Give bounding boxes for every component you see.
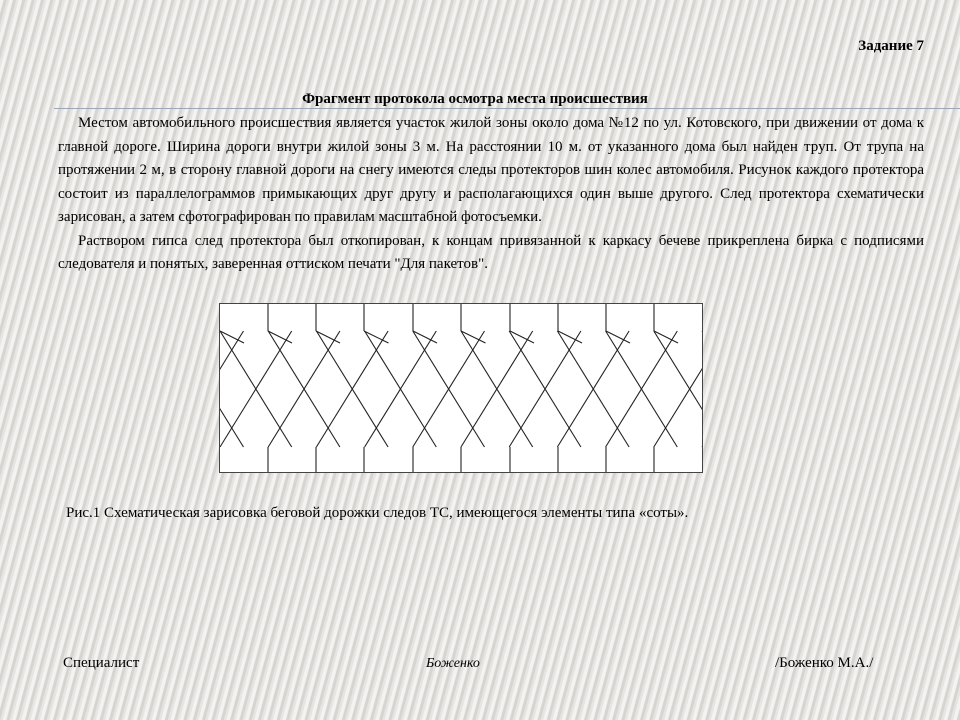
protocol-text bbox=[58, 112, 924, 277]
tread-lattice-line bbox=[654, 331, 702, 447]
tread-diagonal bbox=[510, 331, 534, 343]
paragraph-1: Местом автомобильного происшествия является участок жилой зоны около дома №12 по ул. Котовского, при движении от дома к главной дороге. Ширина дороги внутри жилой зоны 3 м. На расстоянии 10 м. от указанного дома был найден труп. От трупа на протяжении 2 м, в сторону главной дороги на снегу имеются следы протекторов шин колес автомобиля. Рисунок каждого протектора состоит из параллелограммов примыкающих друг другу и располагающихся один выше другого. След протектора схематически зарисован, а затем сфотографирован по правилам масштабной фотосъемки. bbox=[58, 115, 924, 225]
paragraph-2: Раствором гипса след протектора был откопирован, к концам привязанной к каркасу бечеве прикреплена бирка с подписями следователя и понятых, заверенная оттиском печати "Для пакетов". bbox=[58, 232, 924, 272]
figure-caption: Рис.1 Схематическая зарисовка беговой дорожки следов ТС, имеющегося элементы типа «соты». bbox=[66, 505, 689, 521]
title-underline bbox=[54, 108, 960, 109]
tread-lattice-line bbox=[220, 331, 243, 447]
tread-pattern-drawing bbox=[220, 304, 702, 472]
signature-role: Специалист bbox=[63, 655, 140, 671]
tread-lattice-line bbox=[220, 331, 243, 447]
tread-sketch-figure bbox=[219, 303, 703, 473]
document-title: Фрагмент протокола осмотра места происшествия bbox=[302, 91, 648, 107]
handwritten-signature: Боженко bbox=[426, 656, 480, 671]
task-label: Задание 7 bbox=[858, 38, 924, 54]
tread-lattice-line bbox=[654, 331, 702, 447]
signature-name: /Боженко М.А./ bbox=[775, 655, 874, 671]
